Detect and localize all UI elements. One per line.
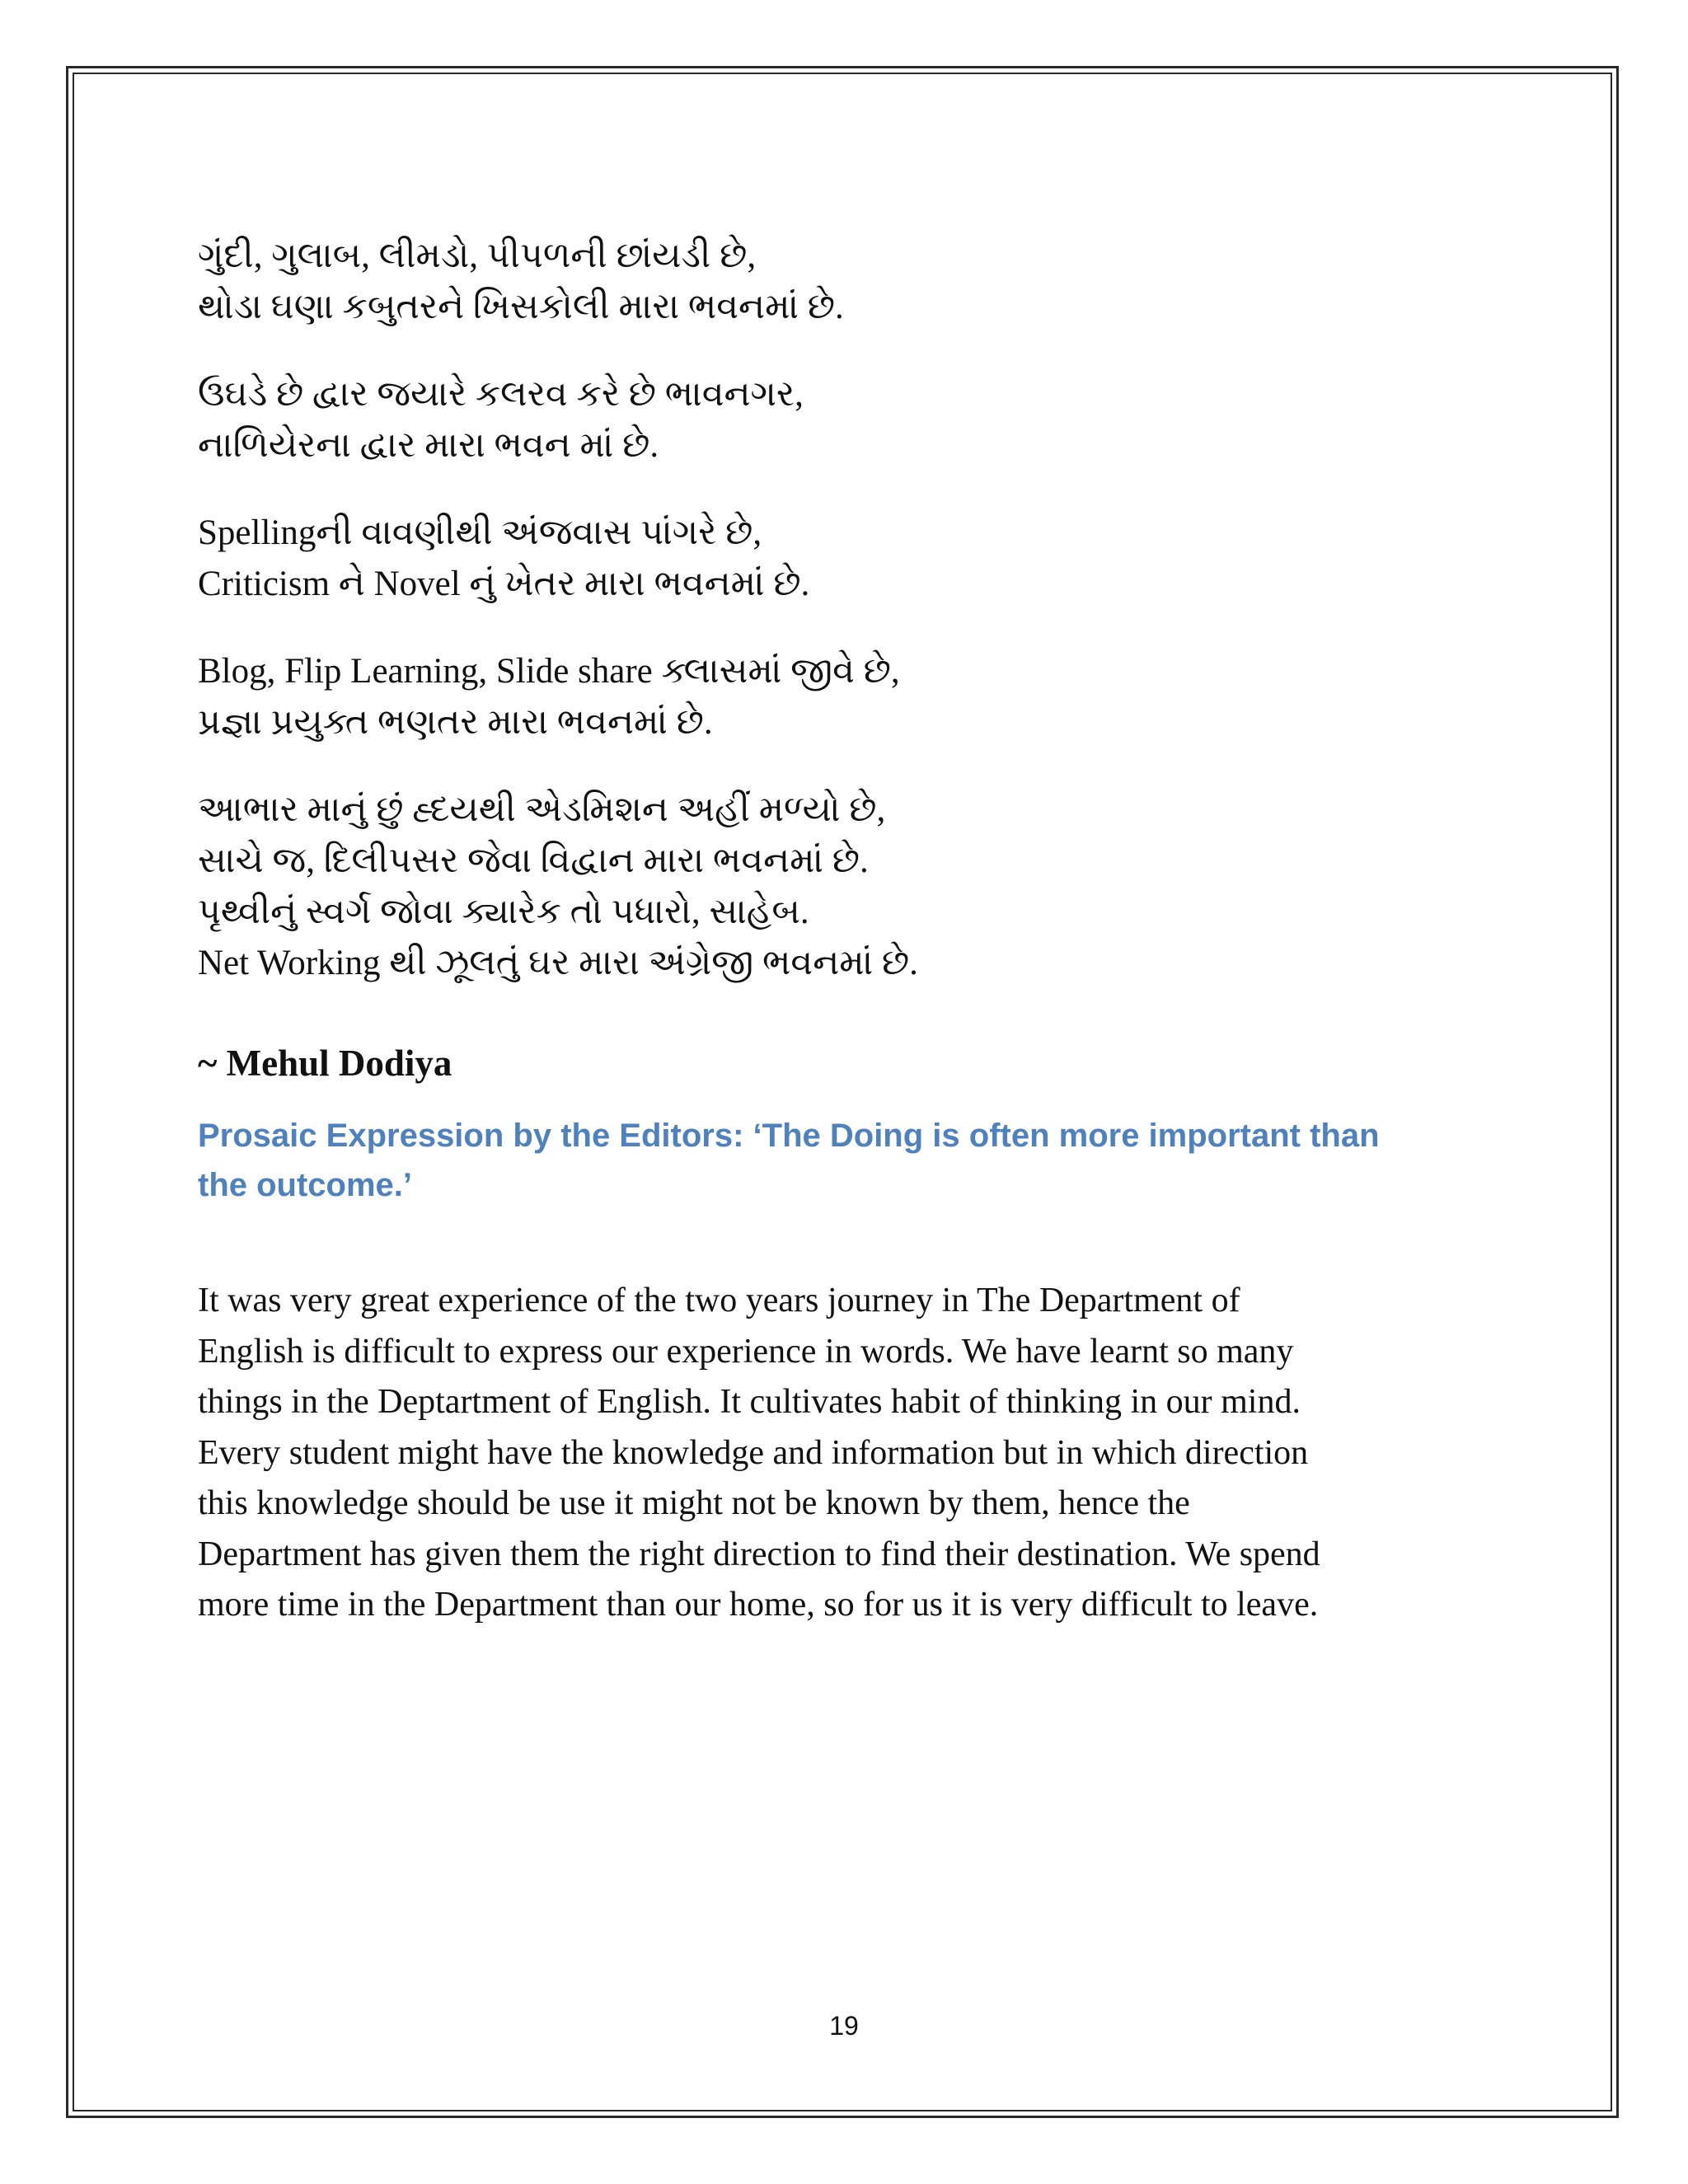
poem-line: Net Working થી ઝૂલતું ઘર મારા અંગ્રેજી ભવનમાં છે.	[198, 944, 918, 982]
poem-line: થોડા ઘણા કબુતરને ખિસકોલી મારા ભવનમાં છે.	[198, 288, 844, 326]
poem-stanza-2	[198, 369, 1484, 471]
page-content	[198, 231, 1484, 1631]
poem-stanza-3	[198, 508, 1484, 610]
section-heading-line: Prosaic Expression by the Editors: ‘The Doing is often more important than	[198, 1118, 1380, 1154]
poem-line: Spellingની વાવણીથી અંજવાસ પાંગરે છે,	[198, 513, 762, 552]
paragraph-line: more time in the Department than our home, so for us it is very difficult to leave.	[198, 1586, 1319, 1624]
poem-stanza-1	[198, 231, 1484, 333]
poem-line: Blog, Flip Learning, Slide share ક્લાસમાં જીવે છે,	[198, 652, 900, 691]
poem-stanza-4	[198, 646, 1484, 748]
poem-stanza-5	[198, 785, 1484, 989]
poem-line: પ્રજ્ઞા પ્રયુક્ત ભણતર મારા ભવનમાં છે.	[198, 703, 713, 742]
paragraph-line: things in the Deptartment of English. It cultivates habit of thinking in our mind.	[198, 1383, 1301, 1421]
paragraph-line: Every student might have the knowledge and information but in which direction	[198, 1433, 1309, 1472]
poem-line: ઉઘડે છે દ્વાર જયારે કલરવ કરે છે ભાવનગર,	[198, 375, 804, 414]
poem-line: ગુંદી, ગુલાબ, લીમડો, પીપળની છાંયડી છે,	[198, 237, 757, 275]
poem-line: પૃથ્વીનું સ્વર્ગ જોવા ક્યારેક તો પધારો, સાહેબ.	[198, 893, 809, 931]
paragraph-line: this knowledge should be use it might not be known by them, hence the	[198, 1484, 1190, 1522]
paragraph-line: It was very great experience of the two years journey in The Department of	[198, 1282, 1240, 1319]
section-heading	[198, 1111, 1484, 1210]
poem-line: આભાર માનું છું હ્દયથી એડમિશન અહીં મળ્યો છે,	[198, 790, 886, 829]
poem-author: ~ Mehul Dodiya	[198, 1043, 452, 1084]
paragraph-line: English is difficult to express our experience in words. We have learnt so many	[198, 1332, 1294, 1371]
poem-line: નાળિયેરના દ્વાર મારા ભવન માં છે.	[198, 426, 659, 465]
section-heading-line: the outcome.’	[198, 1167, 413, 1203]
paragraph-line: Department has given them the right direction to find their destination. We spend	[198, 1535, 1320, 1573]
body-paragraph	[198, 1276, 1484, 1631]
poem-line: સાચે જ, દિલીપસર જેવા વિદ્વાન મારા ભવનમાં છે.	[198, 841, 869, 880]
poem-line: Criticism ને Novel નું ખેતર મારા ભવનમાં છે.	[198, 565, 810, 603]
page-number: 19	[829, 2011, 859, 2041]
